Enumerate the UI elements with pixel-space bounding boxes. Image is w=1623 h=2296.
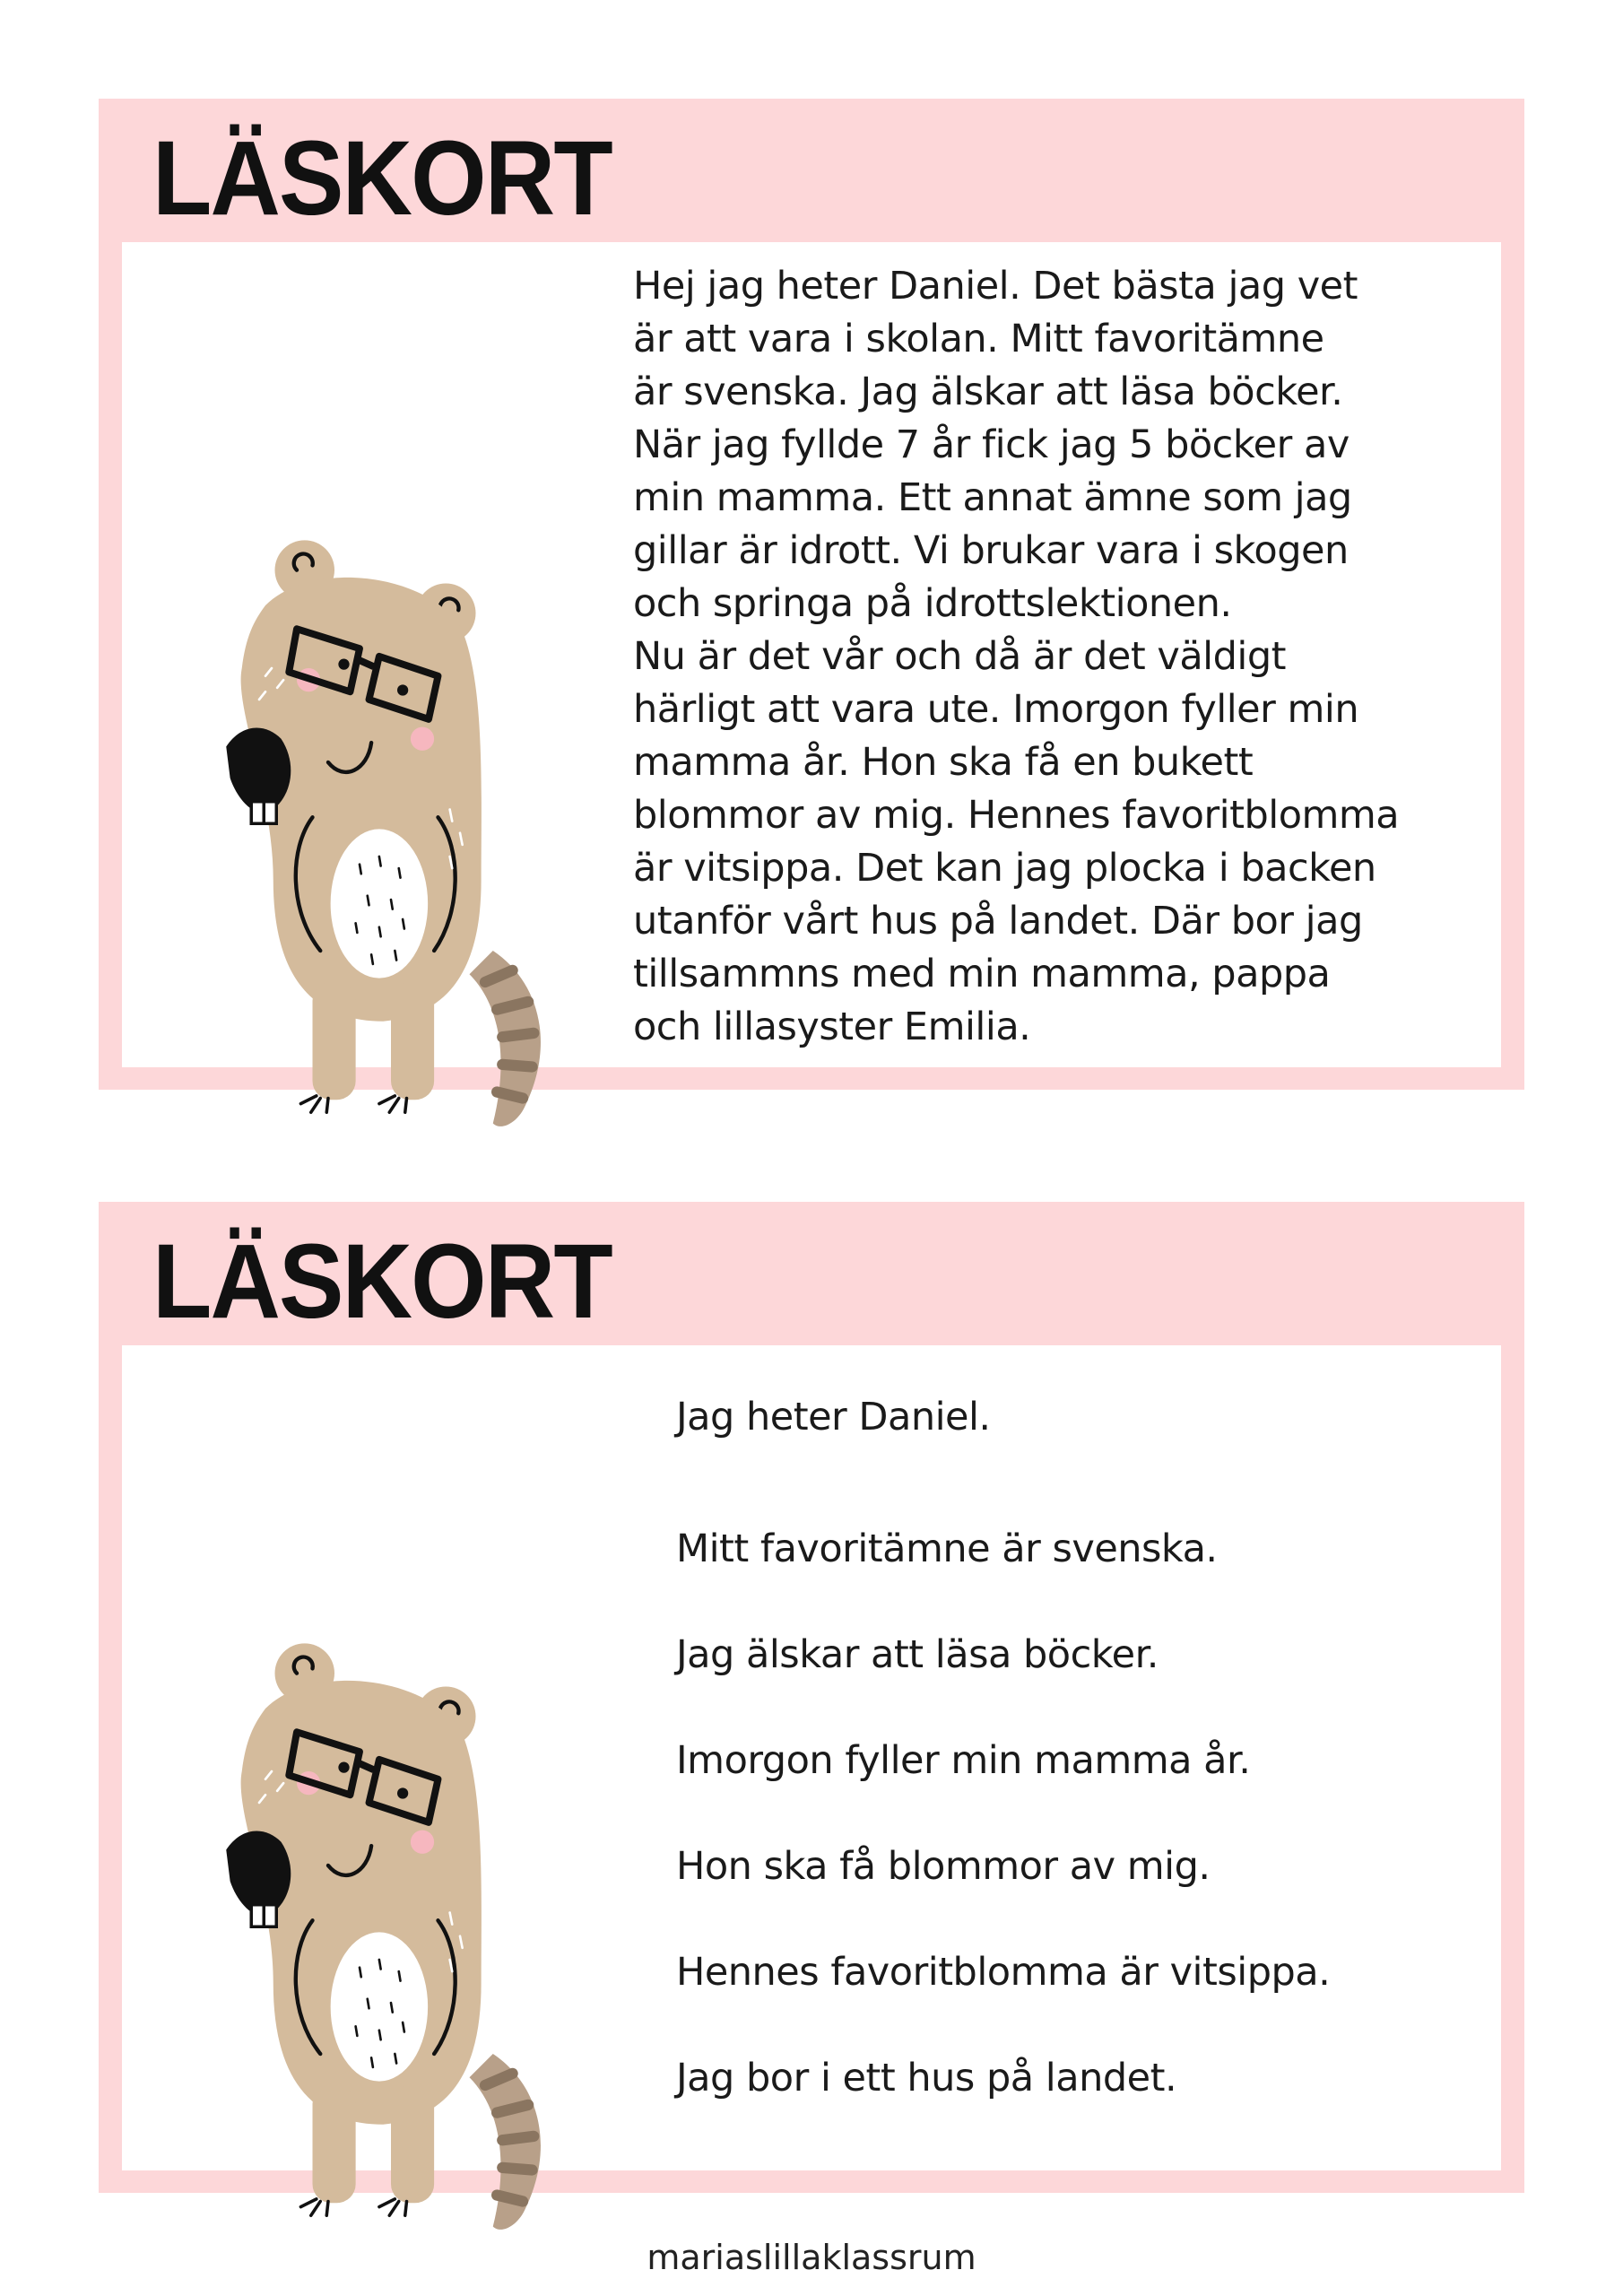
sentence-item: Jag bor i ett hus på landet. <box>676 2056 1177 2100</box>
story-line: min mamma. Ett annat ämne som jag <box>633 475 1352 520</box>
story-line: och springa på idrottslektionen. <box>633 581 1232 626</box>
beaver-illustration-icon <box>158 511 624 1139</box>
beaver-illustration-icon <box>158 1614 624 2242</box>
story-line: När jag fyllde 7 år fick jag 5 böcker av <box>633 422 1350 467</box>
story-line: mamma år. Hon ska få en bukett <box>633 740 1254 785</box>
reading-card-sentences <box>99 1202 1524 2193</box>
sentence-item: Jag älskar att läsa böcker. <box>676 1632 1159 1677</box>
card-body <box>122 1345 1501 2170</box>
story-line: Nu är det vår och då är det väldigt <box>633 634 1287 679</box>
footer-credit: mariaslillaklassrum <box>647 2238 976 2277</box>
card-body <box>122 242 1501 1067</box>
story-text <box>633 260 1494 1054</box>
sentence-item: Jag heter Daniel. <box>676 1395 991 1439</box>
reading-card-story <box>99 99 1524 1090</box>
card-title: LÄSKORT <box>152 1222 612 1341</box>
sentence-item: Hennes favoritblomma är vitsippa. <box>676 1950 1331 1995</box>
sentence-item: Imorgon fyller min mamma år. <box>676 1738 1251 1783</box>
story-line: är svenska. Jag älskar att läsa böcker. <box>633 370 1343 414</box>
story-line: härligt att vara ute. Imorgon fyller min <box>633 687 1359 732</box>
card-title: LÄSKORT <box>152 119 612 238</box>
story-line: Hej jag heter Daniel. Det bästa jag vet <box>633 264 1358 309</box>
story-line: utanför vårt hus på landet. Där bor jag <box>633 899 1363 944</box>
story-line: och lillasyster Emilia. <box>633 1004 1031 1049</box>
story-line: är att vara i skolan. Mitt favoritämne <box>633 317 1324 361</box>
sentence-item: Mitt favoritämne är svenska. <box>676 1526 1218 1571</box>
story-line: blommor av mig. Hennes favoritblomma <box>633 793 1400 838</box>
sentence-item: Hon ska få blommor av mig. <box>676 1844 1211 1889</box>
story-line: är vitsippa. Det kan jag plocka i backen <box>633 846 1376 891</box>
story-line: tillsammns med min mamma, pappa <box>633 952 1331 996</box>
sentence-list <box>676 1390 1483 2131</box>
story-line: gillar är idrott. Vi brukar vara i skogen <box>633 528 1349 573</box>
